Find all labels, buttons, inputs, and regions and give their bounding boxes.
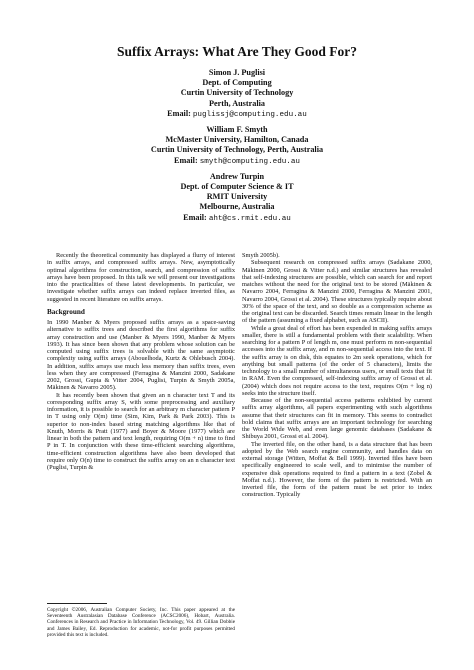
author-1 — [0, 68, 474, 120]
email-label: Email: — [183, 212, 207, 222]
section-heading-background: Background — [47, 307, 85, 316]
author-name: Simon J. Puglisi — [208, 68, 266, 77]
affiliation-line: McMaster University, Hamilton, Canada — [165, 135, 309, 145]
email-label: Email: — [167, 108, 191, 118]
email-address[interactable]: smyth@computing.edu.au — [199, 157, 300, 166]
body-paragraph-3: Because of the non-sequential access patterns exhibited by current suffix array algorithms, all papers experimenting with such algorithms assume that their structures can fit in memory. This seems to contradict bold claims that suffix arrays are an important technology for searching the World Wide Web, and even large genomic databases (Sadakane & Shibuya 2001, Grossi et al. 2004). — [242, 397, 432, 441]
email-line — [0, 156, 474, 167]
continued-text: Smyth 2005b). — [242, 252, 280, 259]
affiliation-line: Melbourne, Australia — [199, 202, 275, 212]
email-address[interactable]: puglissj@computing.edu.au — [192, 110, 307, 119]
affiliation-line: Dept. of Computer Science & IT — [180, 182, 294, 192]
footnote-rule — [47, 603, 107, 604]
copyright-footnote — [47, 603, 235, 638]
affiliation-line: Perth, Australia — [209, 98, 265, 108]
email-address[interactable]: aht@cs.rmit.edu.au — [208, 214, 291, 223]
affiliation-line: Curtin University of Technology, Perth, Australia — [150, 145, 324, 155]
author-block — [0, 68, 474, 229]
abstract-paragraph: Recently the theoretical community has displayed a flurry of interest in suffix arrays, and compressed suffix arrays. New, asymptotically optimal algorithms for construction, search, and compression of suffix arrays have been proposed. In this talk we will present our investigations into the practicalities of these latest developments. In particular, we investigate whether suffix arrays can indeed replace inverted files, as suggested in recent literature on suffix arrays. — [47, 252, 235, 303]
email-line — [0, 213, 474, 224]
author-3 — [0, 172, 474, 224]
author-name: William F. Smyth — [206, 125, 268, 135]
affiliation-line: Curtin University of Technology — [180, 88, 294, 98]
background-paragraph-2: It has recently been shown that given an n character text T and its corresponding suffix array S, with some preprocessing and auxiliary information, it is possible to search for an arbitrary m character pattern P in T using only O(m) time (Sim, Kim, Park & Park 2003). This is superior to non-index based string matching algorithms like that of Knuth, Morris & Pratt (1977) and Boyer & Moore (1977) which are linear in both the pattern and text length, requiring O(m + n) time to find P in T. In conjunction with these time-efficient searching algorithms, time-efficient construction algorithms have also been developed that require only O(n) time to construct the suffix array on an n character text (Puglisi, Turpin & — [47, 391, 235, 471]
body-paragraph-4: The inverted file, on the other hand, is a data structure that has been adopted by the Web search engine community, and handles data on external storage (Witten, Moffat & Bell 1999). Inverted files have been specifically engineered to scale well, and to minimise the number of expensive disk operations required to find a pattern in a text (Zobel & Moffat n.d.). However, the form of the pattern is restricted. With an inverted file, the form of the pattern must be set prior to index construction. Typically — [242, 440, 432, 499]
author-name: Andrew Turpin — [209, 171, 265, 181]
email-label: Email: — [174, 155, 198, 165]
body-paragraph-1: Subsequent research on compressed suffix arrays (Sadakane 2000, Mäkinen 2000, Grossi & Vitter n.d.) and similar structures has revealed that self-indexing structures are possible, which can search for and report matches without the need for the original text to be stored (Mäkinen & Navarro 2004, Ferragina & Manzini 2000, Ferragina & Manzini 2001, Navarro 2004, Grossi et al. 2004). These structures typically require about 30% of the space of the text, and so double as a compression scheme as the original text can be discarded. Search times remain linear in the length of the pattern (assuming a fixed alphabet, such as ASCII). — [242, 259, 432, 325]
body-paragraph-2: While a great deal of effort has been expended in making suffix arrays smaller, there is still a fundamental problem with their scalability. When searching for a pattern P of length m, one must perform m non-sequential accesses into the suffix array, and m non-sequential access into the text. If the suffix array is on disk, this equates to 2m seek operations, which for anything but small patterns (of the order of 5 characters), limits the technology to a small number of simultaneous users, or small texts that fit in RAM. Even the compressed, self-indexing suffix array of Grossi et al. (2004) which does not require access to the text, requires O(m + log n) seeks into the structure itself. — [242, 324, 432, 397]
paper-title: Suffix Arrays: What Are They Good For? — [116, 44, 357, 59]
affiliation-line: RMIT University — [206, 192, 268, 202]
author-2 — [0, 125, 474, 167]
right-column — [242, 252, 432, 499]
background-paragraph-1: In 1990 Manber & Myers proposed suffix arrays as a space-saving alternative to suffix trees and described the first algorithms for suffix array construction and use (Manber & Myers 1990, Manber & Myers 1993). It has since been shown that any problem whose solution can be computed using suffix trees is solvable with the same asymptotic complexity using suffix arrays (Abouelhoda, Kurtz & Ohlebusch 2004). In addition, suffix arrays use much less memory than suffix trees, even less when they are compressed (Ferragina & Manzini 2000, Sadakane 2002, Grossi, Gupta & Vitter 2004, Puglisi, Turpin & Smyth 2005a, Mäkinen & Navarro 2005). — [47, 319, 235, 392]
email-line — [0, 109, 474, 120]
affiliation-line: Dept. of Computing — [202, 78, 272, 88]
left-column — [47, 252, 235, 471]
footnote-text: Copyright ©2006, Australian Computer Society, Inc. This paper appeared at the Seventeenth Australasian Database Conference (ACSC2006), Hobart, Australia. Conferences in Research and Practice in Information Technology, Vol. 49. Gillian Dobbie and James Bailey, Ed. Reproduction for academic, not-for profit purposes permitted provided this text is included. — [47, 607, 235, 638]
